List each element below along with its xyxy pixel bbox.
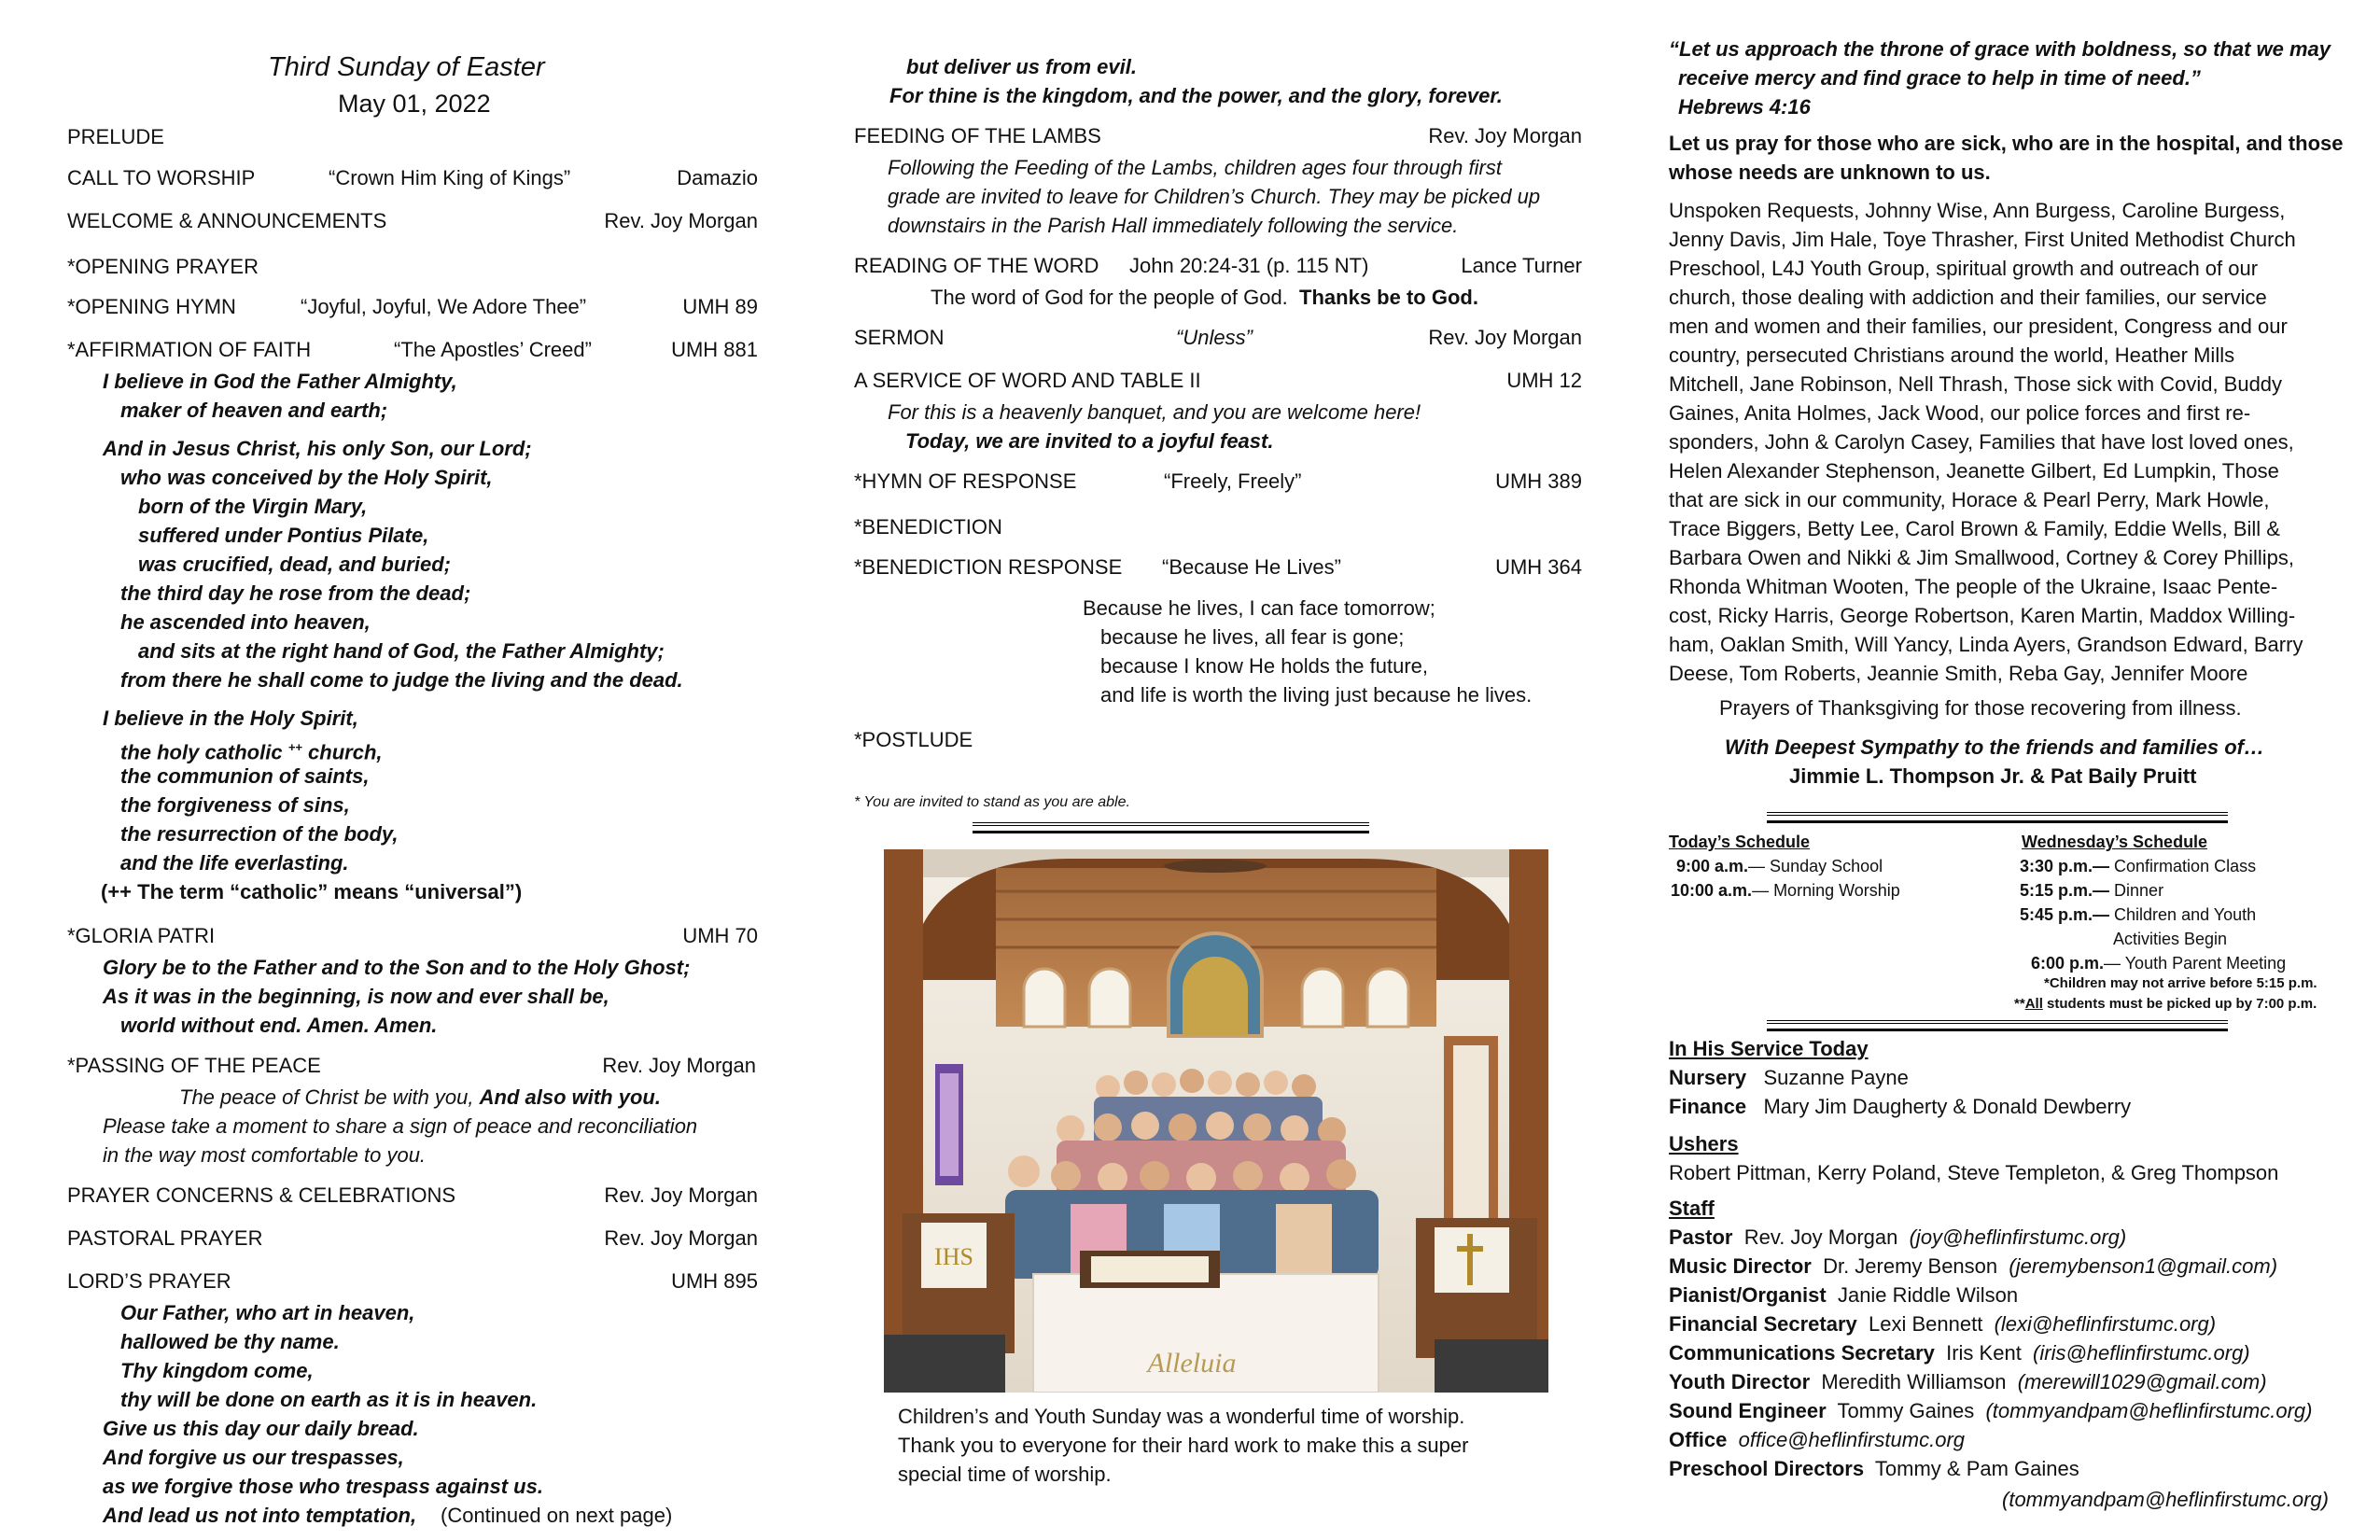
item-title: “Crown Him King of Kings”: [329, 166, 571, 189]
continued-note: (Continued on next page): [441, 1504, 673, 1527]
today-schedule-item: 10:00 a.m.— Morning Worship: [1671, 881, 1900, 900]
order-of-worship-continued-column: [854, 0, 1582, 1540]
photo-caption-line: Children’s and Youth Sunday was a wonderful time of worship.: [898, 1405, 1465, 1428]
lords-prayer-line: Our Father, who art in heaven,: [120, 1301, 415, 1324]
item-label: PRAYER CONCERNS & CELEBRATIONS: [67, 1183, 456, 1207]
pastoral-prayer-row: [67, 1226, 758, 1255]
scripture-quote: receive mercy and find grace to help in time of need.”: [1678, 66, 2201, 90]
postlude-label: *POSTLUDE: [854, 728, 973, 751]
announcements-column: [1661, 0, 2371, 1540]
lyric-line: Because he lives, I can face tomorrow;: [1083, 596, 1435, 620]
creed-line: I believe in God the Father Almighty,: [103, 370, 457, 393]
peace-line: Please take a moment to share a sign of peace and reconciliation: [103, 1114, 698, 1138]
wednesday-schedule-item: Activities Begin: [2113, 930, 2228, 948]
item-title: “Because He Lives”: [1162, 555, 1341, 579]
prayer-list-line: church, those dealing with addiction and their families, our service: [1669, 286, 2267, 309]
preschool-email: (tommyandpam@heflinfirstumc.org): [2002, 1488, 2329, 1511]
photo-caption-line: Thank you to everyone for their hard work to make this a super: [898, 1434, 1469, 1457]
item-label: *OPENING HYMN: [67, 295, 236, 318]
prayer-list-line: Mitchell, Jane Robinson, Nell Thrash, Those sick with Covid, Buddy: [1669, 372, 2283, 396]
word-table-row: [854, 369, 1582, 398]
prayer-list-line: country, persecuted Christians around the world, Heather Mills: [1669, 343, 2235, 367]
item-ref: Rev. Joy Morgan: [604, 1226, 758, 1250]
prayer-list-line: ham, Oaklan Smith, Will Yancy, Linda Ayers, Grandson Edward, Barry: [1669, 633, 2303, 656]
item-label: SERMON: [854, 326, 945, 349]
creed-line: the forgiveness of sins,: [120, 793, 350, 817]
staff-line: Youth Director Meredith Williamson (merewill1029@gmail.com): [1669, 1370, 2267, 1393]
lords-prayer-line: as we forgive those who trespass against us.: [103, 1475, 543, 1498]
schedule-note: **All students must be picked up by 7:00 p.m.: [2014, 996, 2317, 1012]
item-title: “Unless”: [1176, 326, 1253, 349]
staff-line: Pianist/Organist Janie Riddle Wilson: [1669, 1283, 2019, 1307]
item-title: “Joyful, Joyful, We Adore Thee”: [301, 295, 587, 318]
wednesday-schedule-item: 5:45 p.m.— Children and Youth: [2020, 905, 2257, 924]
lyric-line: and life is worth the living just because he lives.: [1100, 683, 1533, 707]
prayer-heading: Let us pray for those who are sick, who are in the hospital, and those: [1669, 132, 2344, 155]
scripture-reference: Hebrews 4:16: [1678, 95, 1811, 119]
gloria-line: As it was in the beginning, is now and ever shall be,: [103, 985, 609, 1008]
bulletin-date: May 01, 2022: [338, 90, 491, 118]
prelude-label: PRELUDE: [67, 125, 164, 148]
prayer-list-line: cost, Ricky Harris, George Robertson, Karen Martin, Maddox Willing-: [1669, 604, 2296, 627]
item-label: A SERVICE OF WORD AND TABLE II: [854, 369, 1201, 392]
opening-prayer-label: *OPENING PRAYER: [67, 255, 259, 278]
item-ref: UMH 895: [671, 1269, 758, 1293]
item-ref: UMH 70: [682, 924, 758, 947]
affirmation-row: [67, 338, 758, 367]
creed-line: the holy catholic ++ church,: [120, 740, 383, 764]
item-ref: Rev. Joy Morgan: [604, 1183, 758, 1207]
creed-line: from there he shall come to judge the living and the dead.: [120, 668, 683, 692]
prayer-list-line: Deese, Tom Roberts, Jeannie Smith, Reba Gay, Jennifer Moore: [1669, 662, 2248, 685]
lords-prayer-line: hallowed be thy name.: [120, 1330, 340, 1353]
lyric-line: because he lives, all fear is gone;: [1100, 625, 1405, 649]
creed-line: and the life everlasting.: [120, 851, 349, 875]
prayer-list-line: Trace Biggers, Betty Lee, Carol Brown & Family, Eddie Wells, Bill &: [1669, 517, 2280, 540]
feeding-line: downstairs in the Parish Hall immediately following the service.: [888, 214, 1459, 237]
item-title: John 20:24-31 (p. 115 NT): [1129, 254, 1369, 277]
item-ref: Rev. Joy Morgan: [1428, 124, 1582, 147]
creed-line: suffered under Pontius Pilate,: [138, 524, 429, 547]
stand-note: * You are invited to stand as you are able.: [854, 794, 1130, 810]
item-label: WELCOME & ANNOUNCEMENTS: [67, 209, 387, 232]
feeding-line: Following the Feeding of the Lambs, children ages four through first: [888, 156, 1502, 179]
lyric-line: because I know He holds the future,: [1100, 654, 1428, 678]
item-label: *GLORIA PATRI: [67, 924, 216, 947]
lords-prayer-line: For thine is the kingdom, and the power, and the glory, forever.: [889, 84, 1503, 107]
feeding-line: grade are invited to leave for Children’s Church. They may be picked up: [888, 185, 1541, 208]
item-label: *PASSING OF THE PEACE: [67, 1054, 321, 1077]
wednesday-schedule-heading: Wednesday’s Schedule: [2022, 833, 2208, 851]
item-label: FEEDING OF THE LAMBS: [854, 124, 1101, 147]
prayer-list-line: Unspoken Requests, Johnny Wise, Ann Burgess, Caroline Burgess,: [1669, 199, 2286, 222]
item-label: *AFFIRMATION OF FAITH: [67, 338, 312, 361]
service-line: For this is a heavenly banquet, and you are welcome here!: [888, 400, 1421, 424]
service-line: Today, we are invited to a joyful feast.: [905, 429, 1274, 453]
wednesday-schedule-item: 3:30 p.m.— Confirmation Class: [2020, 857, 2257, 875]
item-title: “Freely, Freely”: [1164, 469, 1302, 493]
reading-response: The word of God for the people of God. Thanks be to God.: [931, 286, 1478, 309]
lords-prayer-line: And forgive us our trespasses,: [103, 1446, 404, 1469]
prayer-concerns-row: [67, 1183, 758, 1212]
lords-prayer-line: Give us this day our daily bread.: [103, 1417, 419, 1440]
schedule-note: *Children may not arrive before 5:15 p.m.: [2044, 975, 2317, 991]
gloria-row: [67, 924, 758, 953]
creed-line: the resurrection of the body,: [120, 822, 399, 846]
welcome-row: [67, 209, 758, 238]
peace-row: [67, 1054, 758, 1083]
lords-prayer-row: [67, 1269, 758, 1298]
prayer-heading: whose needs are unknown to us.: [1669, 161, 1991, 184]
creed-line: who was conceived by the Holy Spirit,: [120, 466, 493, 489]
creed-line: I believe in the Holy Spirit,: [103, 707, 358, 730]
item-ref: Rev. Joy Morgan: [1428, 326, 1582, 349]
wednesday-schedule-item: 5:15 p.m.— Dinner: [2020, 881, 2164, 900]
wednesday-schedule-item: 6:00 p.m.— Youth Parent Meeting: [2031, 954, 2287, 973]
item-label: LORD’S PRAYER: [67, 1269, 231, 1293]
gloria-line: Glory be to the Father and to the Son and to the Holy Ghost;: [103, 956, 691, 979]
photo-caption-line: special time of worship.: [898, 1463, 1112, 1486]
finance-line: Finance Mary Jim Daugherty & Donald Dewberry: [1669, 1095, 2132, 1118]
creed-line: And in Jesus Christ, his only Son, our Lord;: [103, 437, 532, 460]
item-ref: UMH 89: [682, 295, 758, 318]
staff-line: Preschool Directors Tommy & Pam Gaines: [1669, 1457, 2079, 1480]
sympathy-line: With Deepest Sympathy to the friends and families of…: [1725, 735, 2265, 759]
lords-prayer-line: And lead us not into temptation,: [103, 1504, 417, 1527]
staff-line: Financial Secretary Lexi Bennett (lexi@heflinfirstumc.org): [1669, 1312, 2217, 1336]
reading-row: [854, 254, 1582, 283]
creed-line: maker of heaven and earth;: [120, 399, 388, 422]
prayer-list-line: sponders, John & Carolyn Casey, Families that have lost loved ones,: [1669, 430, 2294, 454]
benediction-label: *BENEDICTION: [854, 515, 1002, 539]
thanksgiving-line: Prayers of Thanksgiving for those recovering from illness.: [1719, 696, 2242, 720]
prayer-list-line: Preschool, L4J Youth Group, spiritual growth and outreach of our: [1669, 257, 2259, 280]
creed-line: the third day he rose from the dead;: [120, 581, 471, 605]
item-label: *HYMN OF RESPONSE: [854, 469, 1077, 493]
ushers-heading: Ushers: [1669, 1132, 1739, 1155]
divider: [973, 822, 1369, 833]
divider: [1767, 1020, 2228, 1031]
item-ref: UMH 881: [671, 338, 758, 361]
order-of-worship-column: [67, 0, 758, 1540]
prayer-list-line: Jenny Davis, Jim Hale, Toye Thrasher, First United Methodist Church: [1669, 228, 2296, 251]
item-ref: Rev. Joy Morgan: [604, 209, 758, 232]
call-to-worship-row: [67, 166, 758, 195]
item-label: *BENEDICTION RESPONSE: [854, 555, 1123, 579]
prayer-list-line: Barbara Owen and Nikki & Jim Smallwood, Cortney & Corey Phillips,: [1669, 546, 2295, 569]
creed-line: he ascended into heaven,: [120, 610, 371, 634]
church-group-photo-illustration: [884, 849, 1548, 1393]
footnote-mark: ++: [287, 740, 302, 754]
sermon-row: [854, 326, 1582, 355]
staff-line: Communications Secretary Iris Kent (iris@heflinfirstumc.org): [1669, 1341, 2250, 1365]
nursery-line: Nursery Suzanne Payne: [1669, 1066, 1909, 1089]
item-label: READING OF THE WORD: [854, 254, 1099, 277]
staff-line: Sound Engineer Tommy Gaines (tommyandpam@heflinfirstumc.org): [1669, 1399, 2313, 1422]
item-label: PASTORAL PRAYER: [67, 1226, 263, 1250]
prayer-list-line: Helen Alexander Stephenson, Jeanette Gilbert, Ed Lumpkin, Those: [1669, 459, 2279, 483]
creed-line: the communion of saints,: [120, 764, 370, 788]
item-ref: Rev. Joy Morgan: [602, 1054, 756, 1077]
item-ref: Lance Turner: [1461, 254, 1582, 277]
today-schedule-item: 9:00 a.m.— Sunday School: [1676, 857, 1883, 875]
bulletin-title: Third Sunday of Easter: [268, 52, 545, 82]
prayer-list-line: Gaines, Anita Holmes, Jack Wood, our police forces and first re-: [1669, 401, 2251, 425]
staff-line: Music Director Dr. Jeremy Benson (jeremybenson1@gmail.com): [1669, 1254, 2278, 1278]
lords-prayer-line: thy will be done on earth as it is in heaven.: [120, 1388, 538, 1411]
item-label: CALL TO WORSHIP: [67, 166, 256, 189]
gloria-line: world without end. Amen. Amen.: [120, 1014, 438, 1037]
prayer-list-line: men and women and their families, our president, Congress and our: [1669, 315, 2288, 338]
hymn-response-row: [854, 469, 1582, 498]
altar-banner-text: Alleluia: [1147, 1348, 1237, 1379]
opening-hymn-row: [67, 295, 758, 324]
svg-text:IHS: IHS: [934, 1243, 973, 1270]
scripture-quote: “Let us approach the throne of grace with boldness, so that we may: [1669, 37, 2331, 61]
peace-line: The peace of Christ be with you, And also with you.: [179, 1085, 661, 1109]
in-his-service-heading: In His Service Today: [1669, 1037, 1869, 1060]
peace-line: in the way most comfortable to you.: [103, 1143, 427, 1167]
staff-line: Pastor Rev. Joy Morgan (joy@heflinfirstumc.org): [1669, 1225, 2127, 1249]
item-ref: Damazio: [677, 166, 758, 189]
catholic-footnote: (++ The term “catholic” means “universal”): [101, 880, 523, 903]
ushers-line: Robert Pittman, Kerry Poland, Steve Templeton, & Greg Thompson: [1669, 1161, 2279, 1184]
prayer-list-line: that are sick in our community, Horace & Pearl Perry, Mark Howle,: [1669, 488, 2270, 511]
lords-prayer-line: but deliver us from evil.: [906, 55, 1137, 78]
creed-line: was crucified, dead, and buried;: [138, 553, 451, 576]
group-photo: [884, 849, 1548, 1393]
benediction-response-row: [854, 555, 1582, 584]
item-ref: UMH 12: [1506, 369, 1582, 392]
divider: [1767, 812, 2228, 823]
today-schedule-heading: Today’s Schedule: [1669, 833, 1811, 851]
creed-line: and sits at the right hand of God, the Father Almighty;: [138, 639, 665, 663]
creed-line: born of the Virgin Mary,: [138, 495, 368, 518]
staff-line: Office office@heflinfirstumc.org: [1669, 1428, 1966, 1451]
item-title: “The Apostles’ Creed”: [394, 338, 592, 361]
item-ref: UMH 389: [1495, 469, 1582, 493]
lords-prayer-line: Thy kingdom come,: [120, 1359, 314, 1382]
feeding-row: [854, 124, 1582, 153]
prayer-list-line: Rhonda Whitman Wooten, The people of the Ukraine, Isaac Pente-: [1669, 575, 2278, 598]
sympathy-names: Jimmie L. Thompson Jr. & Pat Baily Pruitt: [1789, 764, 2197, 788]
item-ref: UMH 364: [1495, 555, 1582, 579]
staff-heading: Staff: [1669, 1197, 1715, 1220]
